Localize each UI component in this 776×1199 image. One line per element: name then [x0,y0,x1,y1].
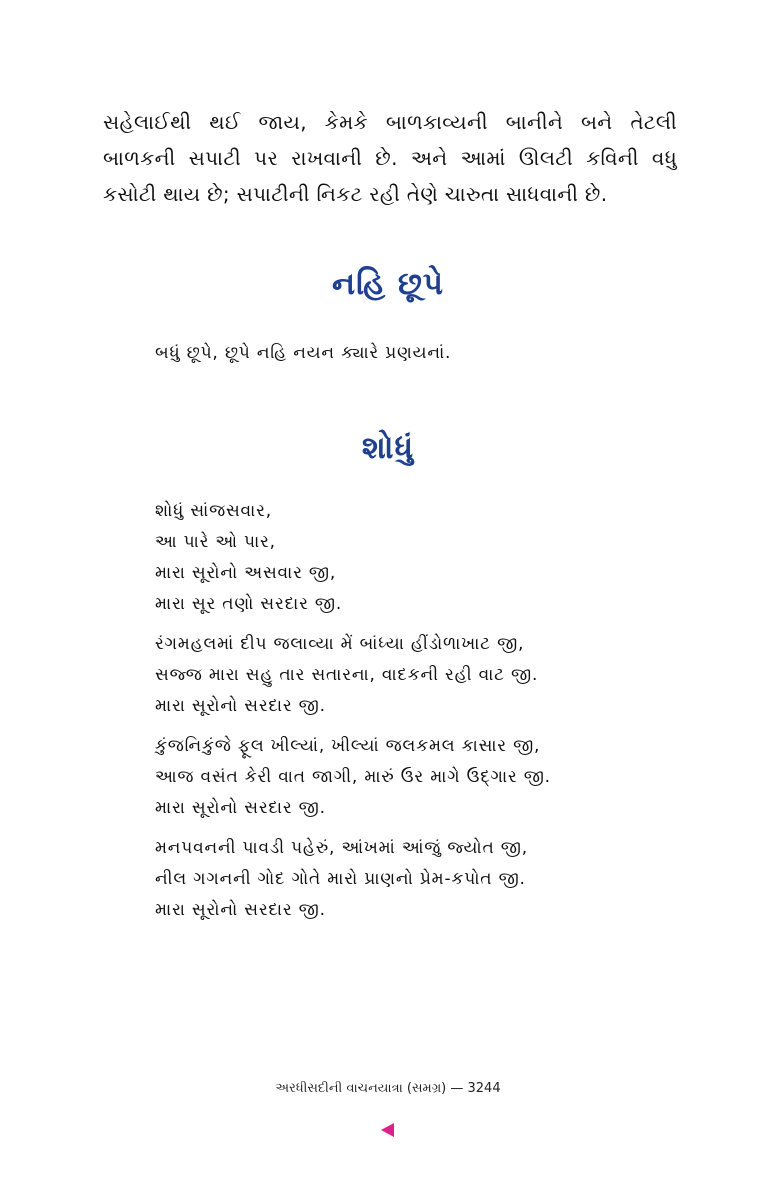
intro-paragraph: સહેલાઈથી થઈ જાય, કેમકે બાળકાવ્યની બાનીને બને તેટલી બાળકની સપાટી પર રાખવાની છે. અને આમાં ઊલટી કવિની વધુ કસોટી થાય છે; સપાટીની નિકટ રહી તેણે ચારુતા સાધવાની છે. [103,110,677,206]
poem-line: નીલ ગગનની ગોદ ગોતે મારો પ્રાણનો પ્રેમ-કપોત જી. [155,869,526,889]
poem-line: મનપવનની પાવડી પહેરું, આંખમાં આંજું જ્યોત જી, [155,838,528,858]
poem-line: મારા સૂરોનો અસવાર જી, [155,563,337,583]
poem-line: શોધું સાંજસવાર, [155,501,272,521]
poem-nahi-chhupe [155,338,715,369]
poem-line: મારા સૂરોનો સરદાર જી. [155,798,326,818]
poem-stanza [155,496,715,620]
poem-line: બધું છૂપે, છૂપે નહિ નયન ક્યારે પ્રણયનાં. [155,343,452,363]
poem-line: મારા સૂર તણો સરદાર જી. [155,594,343,614]
poem-line: સજ્જ મારા સહુ તાર સતારના, વાદકની રહી વાટ જી. [155,665,539,685]
poem-title-nahi-chhupe: નહિ છૂપે [331,266,445,302]
poem-line: આ પારે ઓ પાર, [155,532,276,552]
poem-shodhu [155,496,715,935]
poem-stanza [155,833,715,926]
page-footer: અરધીસદીની વાચનયાત્રા (સમગ્ર) — 3244 [275,1081,501,1096]
poem-stanza [155,629,715,722]
intro-prose [103,104,677,212]
poem-title-shodhu: શોધું [361,430,415,466]
triangle-left-icon[interactable] [381,1123,394,1137]
poem-line: મારા સૂરોનો સરદાર જી. [155,900,326,920]
poem-line: કુંજનિકુંજે ફૂલ ખીલ્યાં, ખીલ્યાં જલકમલ કાસાર જી, [155,736,541,756]
poem-line: રંગમહલમાં દીપ જલાવ્યા મેં બાંધ્યા હીંડોળાખાટ જી, [155,634,525,654]
poem-line: આજ વસંત કેરી વાત જાગી, મારું ઉર માગે ઉદ્ગાર જી. [155,767,551,787]
poem-line: મારા સૂરોનો સરદાર જી. [155,696,326,716]
poem-stanza [155,731,715,824]
